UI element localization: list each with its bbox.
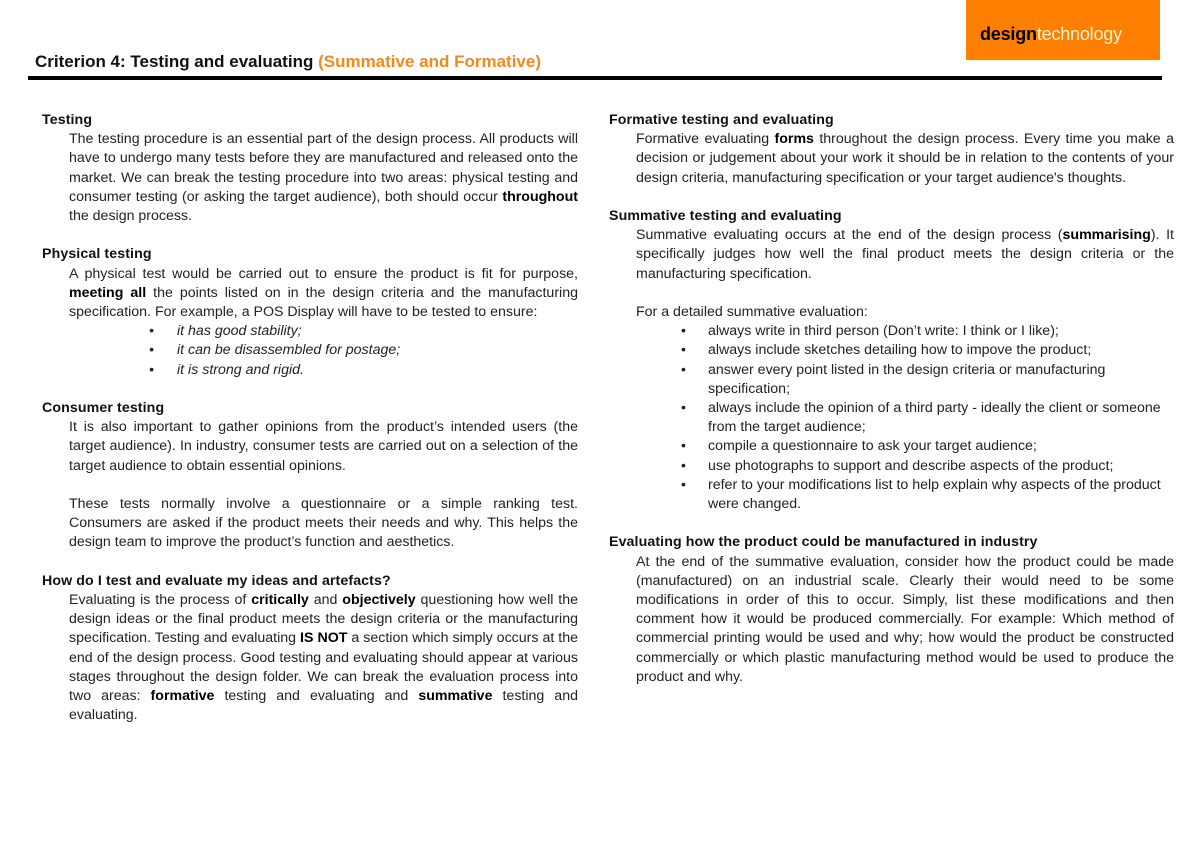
title-main: Criterion 4: Testing and evaluating xyxy=(35,52,319,71)
list-item xyxy=(609,361,1174,399)
text-run: testing and evaluating and xyxy=(214,688,419,705)
list-item xyxy=(609,399,1174,437)
bullet-icon: • xyxy=(149,323,154,340)
bullet-icon: • xyxy=(681,457,686,474)
bullet-icon: • xyxy=(681,342,686,359)
section-heading: Summative testing and evaluating xyxy=(609,208,842,224)
section-heading: Consumer testing xyxy=(42,400,165,417)
text-run: the design process. xyxy=(69,208,193,225)
bullet-list xyxy=(609,322,1174,514)
text-run: Formative evaluating xyxy=(636,131,775,148)
bullet-icon: • xyxy=(149,342,154,359)
text-run: throughout the design process. Every time you make a decision or judgement about your work it should be in relation to the contents of your design criteria, manufacturing specification or your target audience's thoughts. xyxy=(636,131,1174,186)
section-industry xyxy=(609,533,1174,687)
section-paragraph xyxy=(42,265,578,323)
bold-run: objectively xyxy=(342,592,416,609)
bold-run: throughout xyxy=(502,188,578,205)
section-paragraph: These tests normally involve a questionnaire or a simple ranking test. Consumers are asked if the product meets their needs and why. This helps the design team to improve the product’s function and aesthetics. xyxy=(69,496,578,551)
section-heading: Physical testing xyxy=(42,246,152,263)
text-run: ). It specifically judges how well the final product meets the design criteria or the manufacturing specification. xyxy=(636,227,1174,282)
section-summative xyxy=(609,207,1174,514)
list-item xyxy=(609,437,1174,456)
bold-run: summarising xyxy=(1062,227,1151,244)
list-item-text: it can be disassembled for postage; xyxy=(177,342,401,359)
brand-bold: design xyxy=(980,24,1037,44)
bullet-icon: • xyxy=(681,323,686,340)
bold-run: critically xyxy=(251,592,309,609)
brand-logo-text xyxy=(980,24,1122,45)
list-item-text: always include sketches detailing how to impove the product; xyxy=(708,342,1092,359)
section-paragraph xyxy=(42,130,578,226)
list-item-text: compile a questionnaire to ask your target audience; xyxy=(708,438,1037,455)
bold-run: formative xyxy=(150,688,215,705)
title-accent: (Summative and Formative) xyxy=(318,52,542,71)
list-item xyxy=(42,341,578,360)
brand-regular: technology xyxy=(1036,24,1122,44)
list-item xyxy=(42,361,578,380)
bullet-icon: • xyxy=(681,438,686,455)
bullet-list xyxy=(42,322,578,380)
text-run: the points listed on in the design criteria and the manufacturing specification. For example, a POS Display will have to be tested to ensure: xyxy=(69,284,578,321)
text-run: a section which simply occurs at the end of the design process. Good testing and evaluating should appear at various stages throughout the design folder. We can break the evaluation process into two areas: xyxy=(69,630,579,705)
text-run: questioning how well the design ideas or the final product meets the design criteria or the manufacturing specification. Testing and evaluating xyxy=(69,592,578,647)
section-heading: How do I test and evaluate my ideas and artefacts? xyxy=(42,572,391,589)
bullet-icon: • xyxy=(681,476,686,493)
bold-run: forms xyxy=(774,131,814,148)
section-testing xyxy=(42,111,578,226)
section-paragraph: It is also important to gather opinions from the product’s intended users (the target audience). In industry, consumer tests are carried out on a selection of the target audience to obtain essential opinions. xyxy=(69,419,578,474)
text-run: The testing procedure is an essential part of the design process. All products will have to undergo many tests before they are manufactured and released onto the market. We can break the testing procedure into two areas: physical testing and consumer testing (or asking the target audience), both should occur xyxy=(69,131,578,205)
section-heading: Testing xyxy=(42,112,93,128)
list-item-text: use photographs to support and describe aspects of the product; xyxy=(708,457,1114,474)
text-run: Evaluating is the process of xyxy=(69,592,252,609)
list-item-text: it is strong and rigid. xyxy=(177,361,304,378)
right-column xyxy=(609,111,1174,687)
list-item xyxy=(609,341,1174,360)
section-paragraph: At the end of the summative evaluation, consider how the product could be made (manufactured) on an industrial scale. Clearly their would need to be some modifications in order of this to occur. Simply, list these modifications and then comment how it would be produced commercially. For example: Which method of commercial printing would be used and why; how would the product be constructed commercially or which plastic manufacturing method would be used to produce the product and why. xyxy=(636,553,1174,685)
section-paragraph xyxy=(42,591,578,725)
list-item-text: answer every point listed in the design criteria or manufacturing specification; xyxy=(708,361,1106,397)
bold-run: meeting all xyxy=(69,284,147,301)
section-how-to-evaluate xyxy=(42,572,578,726)
bullet-icon: • xyxy=(681,361,686,378)
section-physical-testing xyxy=(42,245,578,379)
list-item xyxy=(609,476,1174,514)
list-intro: For a detailed summative evaluation: xyxy=(636,304,868,320)
list-item-text: always include the opinion of a third party - ideally the client or someone from the target audience; xyxy=(708,400,1161,436)
header-divider xyxy=(28,76,1162,80)
list-item-text: it has good stability; xyxy=(177,323,302,340)
bullet-icon: • xyxy=(149,361,154,378)
bold-run: IS NOT xyxy=(300,630,348,647)
brand-logo-box xyxy=(966,0,1160,60)
list-item-text: always write in third person (Don’t write: I think or I like); xyxy=(708,323,1059,340)
section-heading: Formative testing and evaluating xyxy=(609,112,834,128)
left-column xyxy=(42,111,578,725)
section-paragraph xyxy=(609,226,1174,284)
list-item xyxy=(609,457,1174,476)
section-consumer-testing xyxy=(42,399,578,553)
section-heading: Evaluating how the product could be manufactured in industry xyxy=(609,534,1038,551)
list-item-text: refer to your modifications list to help explain why aspects of the product were changed. xyxy=(708,476,1161,513)
page-title xyxy=(35,52,541,72)
bullet-icon: • xyxy=(681,400,686,417)
text-run: and xyxy=(308,592,343,609)
text-run: Summative evaluating occurs at the end of the design process ( xyxy=(636,227,1063,244)
section-paragraph xyxy=(609,130,1174,188)
list-item xyxy=(42,322,578,341)
text-run: A physical test would be carried out to ensure the product is fit for purpose, xyxy=(69,265,578,282)
bold-run: summative xyxy=(418,688,493,705)
section-formative xyxy=(609,111,1174,188)
text-run: testing and evaluating. xyxy=(69,688,578,724)
list-item xyxy=(609,322,1174,341)
